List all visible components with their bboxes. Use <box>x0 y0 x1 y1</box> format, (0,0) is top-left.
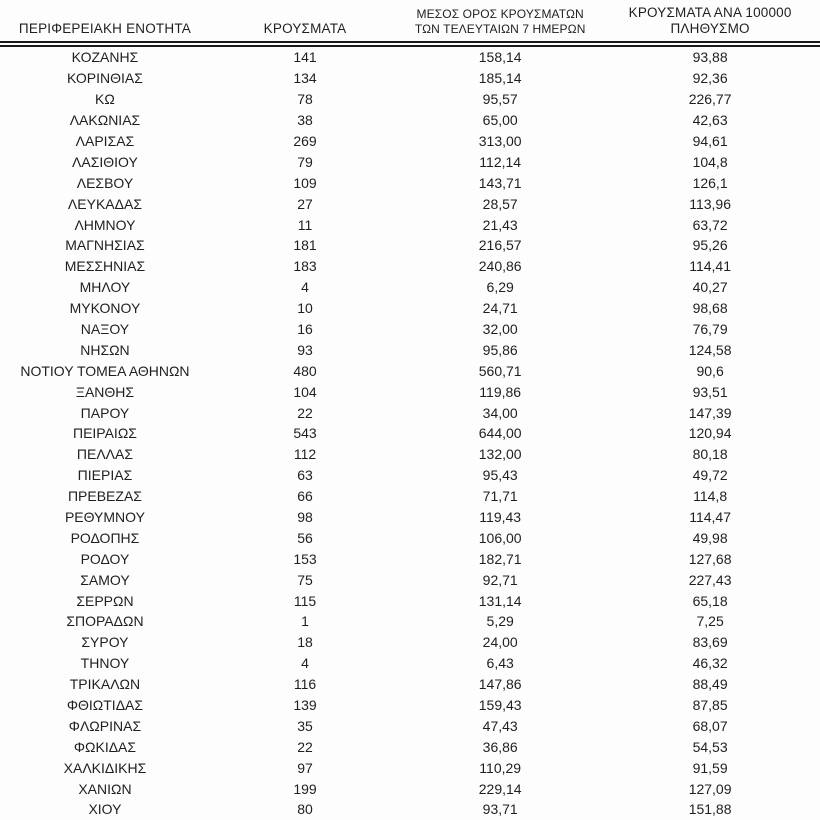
cases-cell: 4 <box>301 655 309 672</box>
per100k-cell: 76,79 <box>692 320 728 337</box>
region-cell: ΜΕΣΣΗΝΙΑΣ <box>64 258 146 275</box>
avg7-cell: 185,14 <box>478 70 522 87</box>
region-cell: ΛΕΥΚΑΔΑΣ <box>67 195 142 212</box>
avg7-cell: 143,71 <box>478 174 522 191</box>
cases-cell: 75 <box>297 571 313 588</box>
region-cell: ΤΡΙΚΑΛΩΝ <box>69 676 141 693</box>
region-cell: ΦΘΙΩΤΙΔΑΣ <box>66 696 144 713</box>
region-cell: ΜΑΓΝΗΣΙΑΣ <box>65 237 145 254</box>
cases-cell: 80 <box>297 801 313 818</box>
per100k-cell: 68,07 <box>692 717 728 734</box>
cases-cell: 199 <box>293 780 317 797</box>
region-cell: ΜΗΛΟΥ <box>79 279 131 296</box>
cases-cell: 98 <box>297 508 313 525</box>
column-header-per100k-line1: ΚΡΟΥΣΜΑΤΑ ΑΝΑ 100000 <box>628 5 792 20</box>
region-cell: ΣΑΜΟΥ <box>80 571 130 588</box>
avg7-cell: 32,00 <box>482 320 518 337</box>
avg7-cell: 229,14 <box>478 780 522 797</box>
per100k-cell: 127,68 <box>688 550 732 567</box>
avg7-cell: 93,71 <box>482 801 518 818</box>
per100k-cell: 63,72 <box>692 216 728 233</box>
cases-cell: 97 <box>297 759 313 776</box>
region-cell: ΠΡΕΒΕΖΑΣ <box>67 488 142 505</box>
region-cell: ΧΙΟΥ <box>88 801 122 818</box>
per100k-cell: 120,94 <box>688 425 732 442</box>
table-row <box>0 757 820 778</box>
table-row <box>0 402 820 423</box>
table-row <box>0 444 820 465</box>
avg7-cell: 36,86 <box>482 738 518 755</box>
per100k-cell: 114,8 <box>693 488 728 505</box>
region-cell: ΣΕΡΡΩΝ <box>76 592 134 609</box>
region-cell: ΠΙΕΡΙΑΣ <box>77 467 133 484</box>
region-cell: ΦΛΩΡΙΝΑΣ <box>68 717 142 734</box>
table-row <box>0 319 820 340</box>
avg7-cell: 147,86 <box>478 676 522 693</box>
region-cell: ΛΑΚΩΝΙΑΣ <box>69 112 141 129</box>
region-cell: ΛΑΡΙΣΑΣ <box>75 132 135 149</box>
region-cell: ΜΥΚΟΝΟΥ <box>69 300 141 317</box>
table-header <box>0 0 820 44</box>
per100k-cell: 42,63 <box>692 112 728 129</box>
cases-cell: 269 <box>293 132 317 149</box>
cases-cell: 109 <box>293 174 317 191</box>
region-cell: ΛΕΣΒΟΥ <box>76 174 134 191</box>
cases-cell: 22 <box>297 404 313 421</box>
per100k-cell: 104,8 <box>692 153 728 170</box>
region-cell: ΚΩ <box>95 91 115 108</box>
cases-cell: 1 <box>301 613 309 630</box>
cases-cell: 134 <box>293 70 317 87</box>
cases-cell: 181 <box>293 237 317 254</box>
cases-cell: 116 <box>293 676 317 693</box>
region-cell: ΚΟΖΑΝΗΣ <box>71 49 139 66</box>
column-header-per100k-line2: ΠΛΗΘΥΣΜΟ <box>670 21 750 37</box>
table-row <box>0 507 820 528</box>
table-row <box>0 590 820 611</box>
avg7-cell: 71,71 <box>482 488 518 505</box>
cases-cell: 11 <box>297 216 313 233</box>
table-row <box>0 360 820 381</box>
cases-cell: 153 <box>293 550 317 567</box>
region-cell: ΝΗΣΩΝ <box>80 341 130 358</box>
per100k-cell: 98,68 <box>692 300 728 317</box>
avg7-cell: 5,29 <box>486 613 514 630</box>
avg7-cell: 6,29 <box>486 279 514 296</box>
cases-cell: 78 <box>297 91 313 108</box>
table-row <box>0 465 820 486</box>
cases-cell: 183 <box>293 258 317 275</box>
cases-cell: 480 <box>293 362 317 379</box>
column-header-cases-label: ΚΡΟΥΣΜΑΤΑ <box>263 21 347 37</box>
per100k-cell: 114,47 <box>689 508 731 525</box>
per100k-cell: 65,18 <box>692 592 728 609</box>
per100k-cell: 93,88 <box>692 49 728 66</box>
table-row <box>0 715 820 736</box>
table-row <box>0 256 820 277</box>
per100k-cell: 90,6 <box>696 362 724 379</box>
region-cell: ΦΩΚΙΔΑΣ <box>73 738 137 755</box>
per100k-cell: 88,49 <box>692 676 728 693</box>
avg7-cell: 644,00 <box>478 425 522 442</box>
cases-cell: 139 <box>293 696 317 713</box>
avg7-cell: 132,00 <box>478 446 522 463</box>
avg7-cell: 28,57 <box>482 195 518 212</box>
cases-cell: 16 <box>297 320 313 337</box>
per100k-cell: 114,41 <box>689 258 731 275</box>
table-row <box>0 214 820 235</box>
table-row <box>0 131 820 152</box>
table-row <box>0 799 820 820</box>
avg7-cell: 216,57 <box>478 237 522 254</box>
per100k-cell: 91,59 <box>692 759 728 776</box>
per100k-cell: 94,61 <box>692 132 728 149</box>
region-cell: ΧΑΝΙΩΝ <box>78 780 132 797</box>
per100k-cell: 7,25 <box>696 613 724 630</box>
cases-cell: 66 <box>297 488 313 505</box>
avg7-cell: 159,43 <box>478 696 522 713</box>
region-cell: ΡΕΘΥΜΝΟΥ <box>64 508 145 525</box>
avg7-cell: 34,00 <box>482 404 518 421</box>
per100k-cell: 49,98 <box>692 529 728 546</box>
table-row <box>0 548 820 569</box>
per100k-cell: 46,32 <box>692 655 728 672</box>
per100k-cell: 226,77 <box>688 91 732 108</box>
table-header-row <box>0 0 820 44</box>
region-cell: ΠΕΙΡΑΙΩΣ <box>72 425 137 442</box>
per100k-cell: 40,27 <box>692 279 728 296</box>
table-row <box>0 298 820 319</box>
region-cell: ΛΑΣΙΘΙΟΥ <box>72 153 138 170</box>
cases-cell: 10 <box>297 300 313 317</box>
cases-cell: 543 <box>293 425 317 442</box>
cases-cell: 38 <box>297 112 313 129</box>
table-row <box>0 44 820 68</box>
column-header-region <box>0 0 210 44</box>
table-row <box>0 381 820 402</box>
avg7-cell: 182,71 <box>478 550 522 567</box>
region-cell: ΡΟΔΟΥ <box>80 550 130 567</box>
avg7-cell: 313,00 <box>478 132 522 149</box>
cases-cell: 141 <box>293 49 317 66</box>
avg7-cell: 24,00 <box>482 634 518 651</box>
cases-cell: 27 <box>297 195 313 212</box>
region-cell: ΝΑΞΟΥ <box>80 320 130 337</box>
cases-cell: 79 <box>297 153 313 170</box>
table-row <box>0 653 820 674</box>
table-row <box>0 695 820 716</box>
table-row <box>0 632 820 653</box>
table-row <box>0 277 820 298</box>
avg7-cell: 112,14 <box>479 153 522 170</box>
avg7-cell: 65,00 <box>482 112 518 129</box>
column-header-avg7 <box>400 0 600 44</box>
avg7-cell: 106,00 <box>478 529 522 546</box>
cases-cell: 35 <box>297 717 313 734</box>
region-cell: ΣΥΡΟΥ <box>81 634 129 651</box>
table-row <box>0 235 820 256</box>
cases-cell: 112 <box>293 446 317 463</box>
avg7-cell: 24,71 <box>482 300 518 317</box>
avg7-cell: 95,86 <box>482 341 518 358</box>
table-row <box>0 486 820 507</box>
avg7-cell: 119,86 <box>479 383 522 400</box>
cases-cell: 63 <box>297 467 313 484</box>
per100k-cell: 80,18 <box>692 446 728 463</box>
avg7-cell: 110,29 <box>479 759 522 776</box>
per100k-cell: 95,26 <box>692 237 728 254</box>
cases-cell: 115 <box>293 592 317 609</box>
column-header-cases <box>210 0 400 44</box>
cases-cell: 18 <box>297 634 313 651</box>
column-header-avg7-line2: ΤΩΝ ΤΕΛΕΥΤΑΙΩΝ 7 ΗΜΕΡΩΝ <box>414 22 586 37</box>
per100k-cell: 92,36 <box>692 70 728 87</box>
avg7-cell: 6,43 <box>486 655 514 672</box>
avg7-cell: 95,43 <box>482 467 518 484</box>
cases-cell: 93 <box>297 341 313 358</box>
per100k-cell: 147,39 <box>688 404 732 421</box>
region-cell: ΡΟΔΟΠΗΣ <box>70 529 140 546</box>
avg7-cell: 560,71 <box>478 362 522 379</box>
per100k-cell: 87,85 <box>692 696 728 713</box>
cases-cell: 56 <box>297 529 313 546</box>
cases-cell: 22 <box>297 738 313 755</box>
avg7-cell: 119,43 <box>479 508 522 525</box>
per100k-cell: 227,43 <box>688 571 732 588</box>
avg7-cell: 92,71 <box>482 571 518 588</box>
table-row <box>0 611 820 632</box>
avg7-cell: 47,43 <box>482 717 518 734</box>
table-row <box>0 736 820 757</box>
table-row <box>0 172 820 193</box>
region-cell: ΣΠΟΡΑΔΩΝ <box>66 613 144 630</box>
avg7-cell: 240,86 <box>478 258 522 275</box>
avg7-cell: 21,43 <box>482 216 518 233</box>
per100k-cell: 93,51 <box>692 383 728 400</box>
region-cell: ΚΟΡΙΝΘΙΑΣ <box>67 70 143 87</box>
column-header-per100k <box>600 0 820 44</box>
region-cell: ΧΑΛΚΙΔΙΚΗΣ <box>63 759 147 776</box>
per100k-cell: 127,09 <box>688 780 732 797</box>
avg7-cell: 95,57 <box>482 91 518 108</box>
per100k-cell: 124,58 <box>688 341 732 358</box>
per100k-cell: 49,72 <box>692 467 728 484</box>
table-row <box>0 778 820 799</box>
region-cell: ΠΕΛΛΑΣ <box>76 446 134 463</box>
table-row <box>0 89 820 110</box>
avg7-cell: 158,14 <box>478 49 522 66</box>
table-row <box>0 339 820 360</box>
table-row <box>0 110 820 131</box>
table-row <box>0 151 820 172</box>
table-body <box>0 44 820 820</box>
cases-cell: 104 <box>293 383 317 400</box>
region-cell: ΞΑΝΘΗΣ <box>75 383 135 400</box>
table-row <box>0 674 820 695</box>
avg7-cell: 131,14 <box>478 592 522 609</box>
per100k-cell: 54,53 <box>692 738 728 755</box>
region-cell: ΝΟΤΙΟΥ ΤΟΜΕΑ ΑΘΗΝΩΝ <box>20 362 190 379</box>
per100k-cell: 151,88 <box>688 801 732 818</box>
table-row <box>0 569 820 590</box>
table-row <box>0 68 820 89</box>
region-cell: ΛΗΜΝΟΥ <box>74 216 136 233</box>
per100k-cell: 83,69 <box>692 634 728 651</box>
table-row <box>0 423 820 444</box>
column-header-avg7-line1: ΜΕΣΟΣ ΟΡΟΣ ΚΡΟΥΣΜΑΤΩΝ <box>416 6 584 21</box>
table-row <box>0 193 820 214</box>
per100k-cell: 126,1 <box>692 174 728 191</box>
region-cell: ΤΗΝΟΥ <box>80 655 130 672</box>
column-header-region-label: ΠΕΡΙΦΕΡΕΙΑΚΗ ΕΝΟΤΗΤΑ <box>18 21 191 37</box>
cases-cell: 4 <box>301 279 309 296</box>
table-row <box>0 527 820 548</box>
per100k-cell: 113,96 <box>689 195 731 212</box>
region-cell: ΠΑΡΟΥ <box>80 404 130 421</box>
